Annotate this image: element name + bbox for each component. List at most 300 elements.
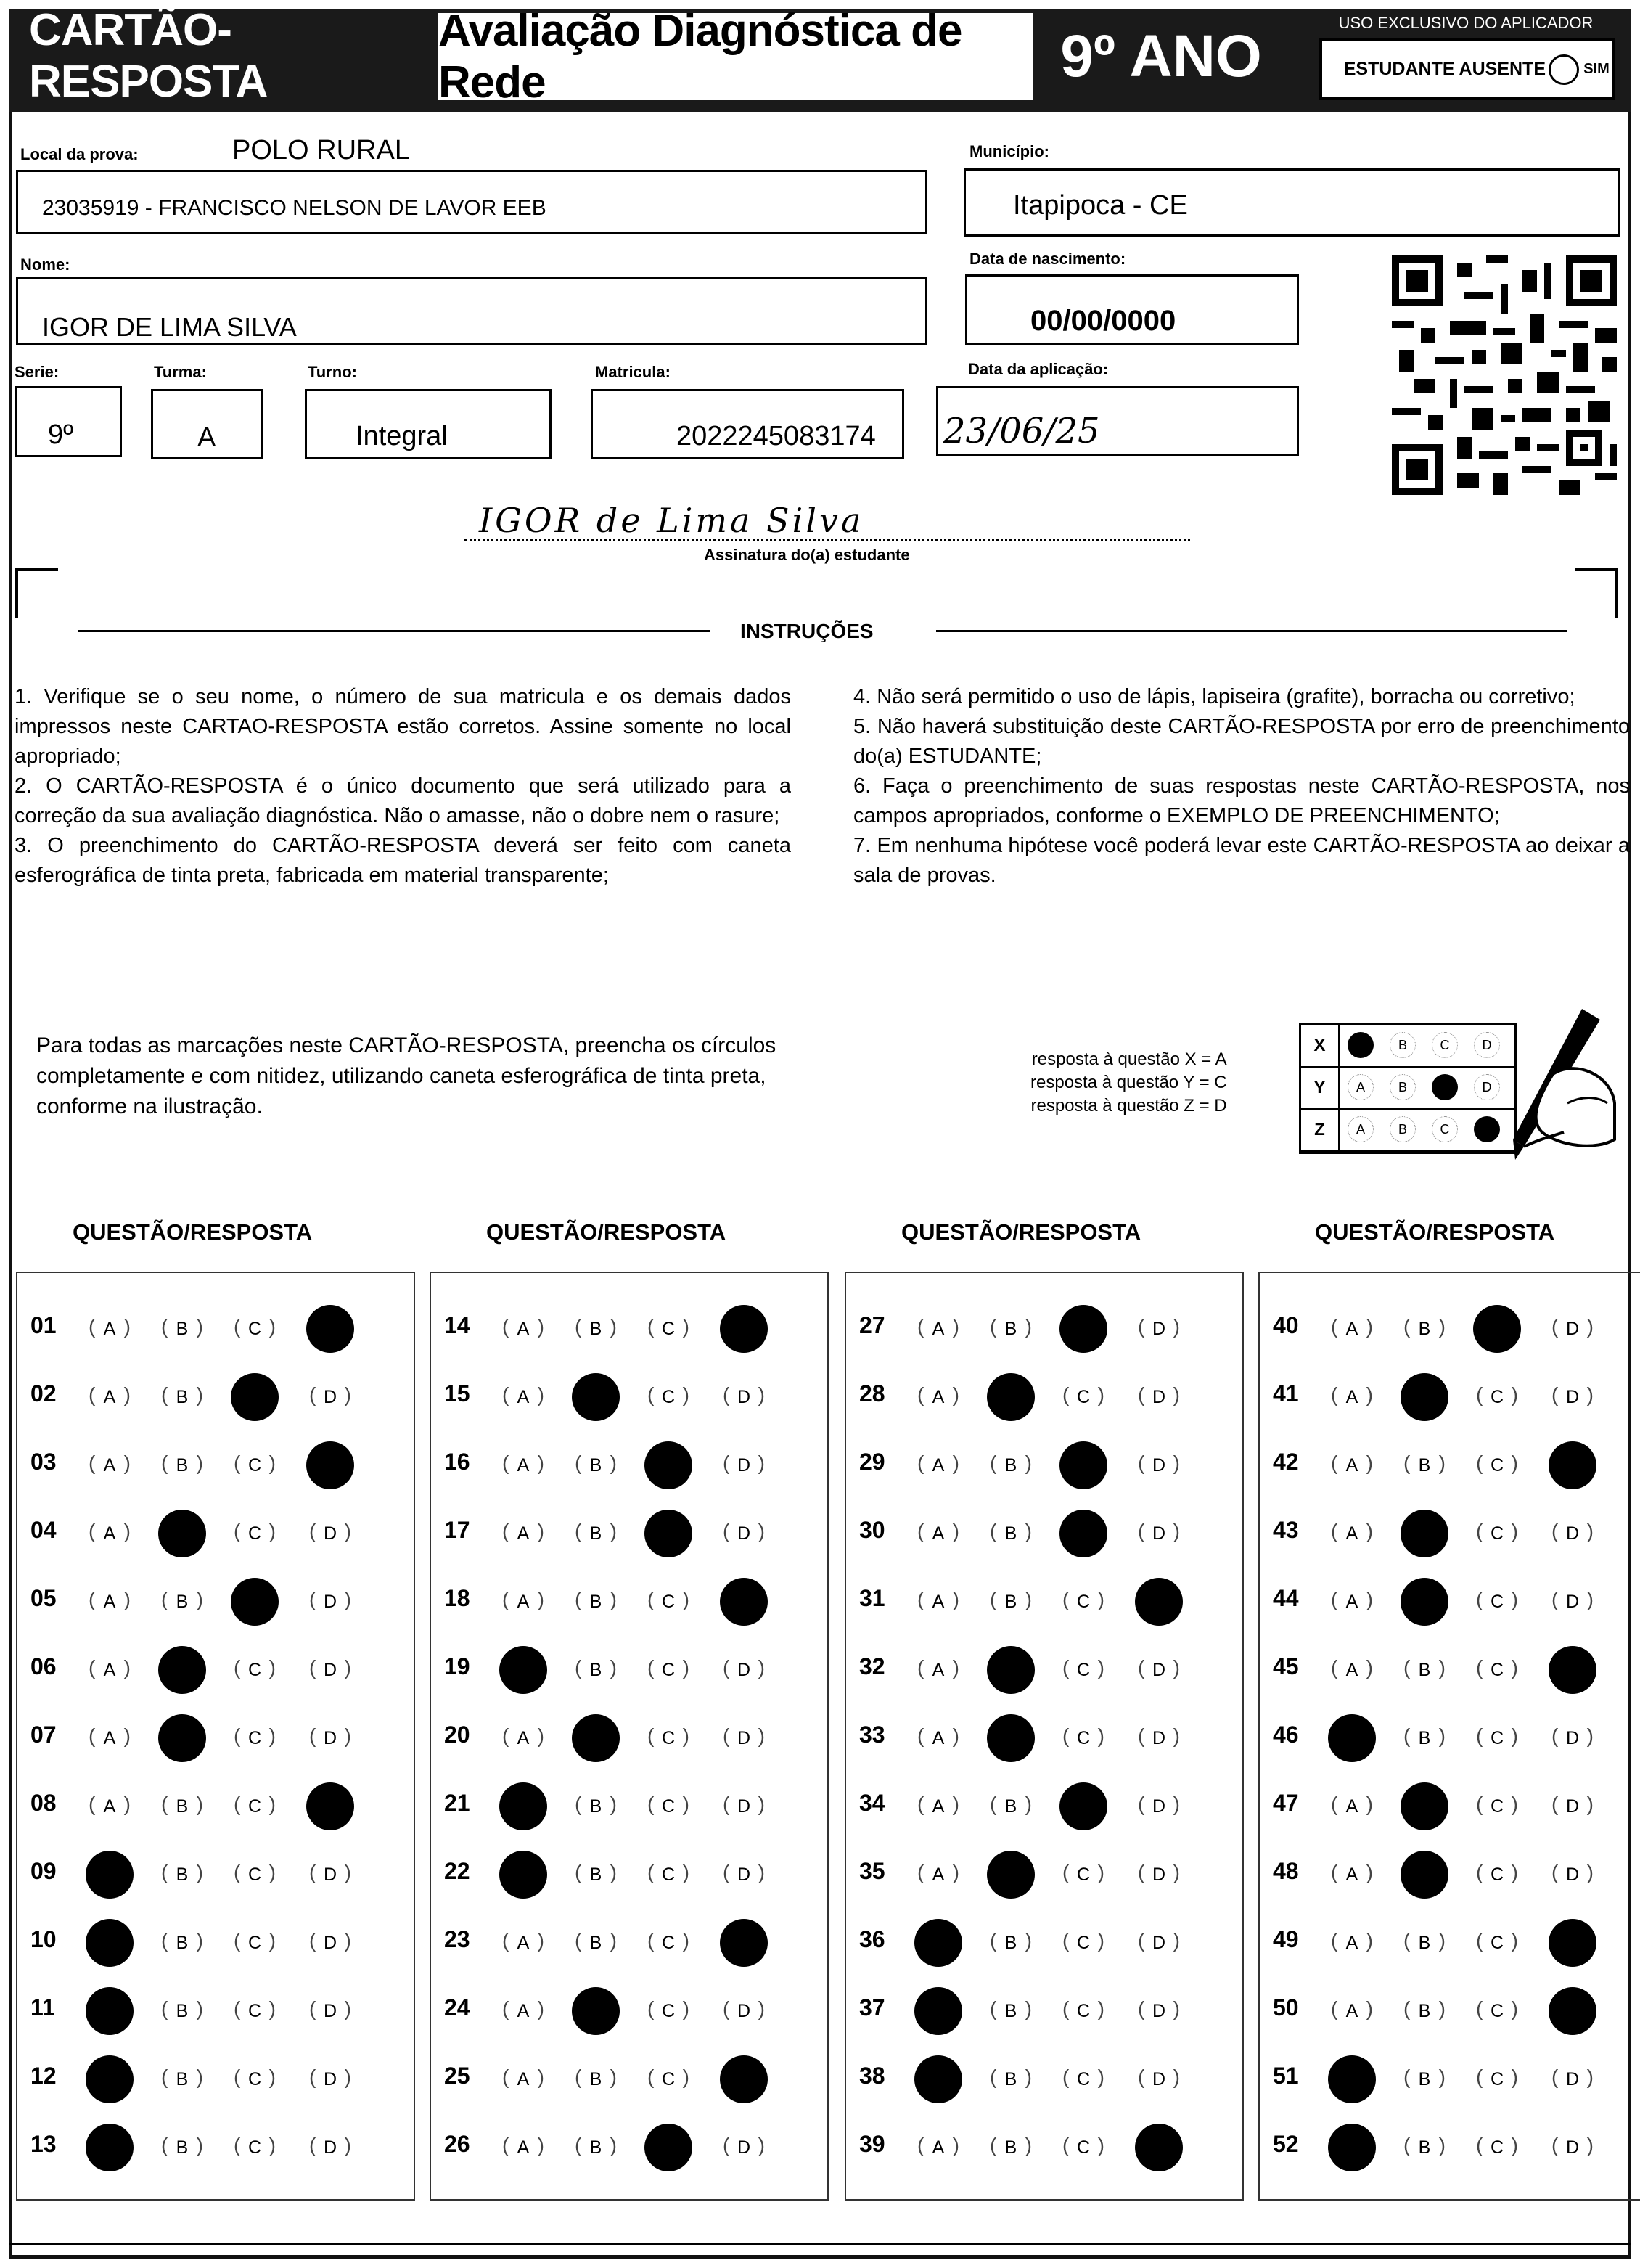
answer-bubble-c[interactable]: ( C ) [649, 1991, 688, 2031]
answer-bubble-a[interactable]: ( A ) [90, 1377, 129, 1417]
answer-bubble-d[interactable]: ( D ) [1139, 1377, 1178, 1417]
answer-bubble-d[interactable]: ( D ) [1553, 2128, 1592, 2167]
answer-bubble-a[interactable]: ( A ) [1332, 1377, 1372, 1417]
answer-bubble-c[interactable]: ( C ) [1477, 1991, 1517, 2031]
answer-bubble-a[interactable] [914, 1987, 962, 2035]
answer-bubble-d[interactable]: ( D ) [724, 1377, 763, 1417]
answer-bubble-b[interactable]: ( B ) [576, 1650, 615, 1690]
answer-bubble-b[interactable]: ( B ) [1405, 1991, 1444, 2031]
answer-bubble-c[interactable]: ( C ) [649, 1582, 688, 1621]
answer-bubble-a[interactable] [1328, 2055, 1376, 2103]
answer-bubble-b[interactable]: ( B ) [1405, 1719, 1444, 1758]
answer-bubble-b[interactable]: ( B ) [991, 2128, 1030, 2167]
answer-bubble-c[interactable]: ( C ) [1064, 1582, 1103, 1621]
answer-bubble-c[interactable] [231, 1373, 279, 1421]
question-row [17, 1363, 414, 1430]
municipio-value: Itapipoca - CE [1013, 190, 1188, 221]
answer-bubble-c[interactable]: ( C ) [649, 2060, 688, 2099]
answer-bubble-c[interactable]: ( C ) [1477, 1377, 1517, 1417]
question-number: 49 [1273, 1926, 1299, 1952]
question-number: 44 [1273, 1585, 1299, 1611]
answer-bubble-a[interactable]: ( A ) [504, 1514, 543, 1553]
answer-bubble-d[interactable]: ( D ) [311, 2060, 350, 2099]
answer-bubble-a[interactable]: ( A ) [919, 1855, 958, 1894]
question-number: 04 [30, 1517, 57, 1543]
question-row [431, 1841, 827, 1907]
answer-bubble-b[interactable] [1401, 1782, 1448, 1830]
answer-bubble-c[interactable] [644, 1441, 692, 1489]
question-number: 14 [444, 1312, 470, 1338]
answer-bubble-d[interactable]: ( D ) [724, 1719, 763, 1758]
answer-bubble-c[interactable]: ( C ) [1477, 2060, 1517, 2099]
answer-bubble-c[interactable]: ( C ) [235, 1855, 274, 1894]
answer-bubble-b[interactable] [572, 1714, 620, 1762]
answer-bubble-b[interactable] [987, 1714, 1035, 1762]
answer-bubble-c[interactable]: ( C ) [1477, 1514, 1517, 1553]
answer-bubble-d[interactable] [720, 2055, 768, 2103]
question-number: 34 [859, 1790, 885, 1816]
answer-bubble-d[interactable]: ( D ) [724, 1991, 763, 2031]
answer-bubble-a[interactable]: ( A ) [504, 1991, 543, 2031]
instructions-left [15, 682, 791, 891]
answer-bubble-c[interactable]: ( C ) [235, 1787, 274, 1826]
answer-bubble-a[interactable] [499, 1782, 547, 1830]
answer-bubble-a[interactable]: ( A ) [504, 1582, 543, 1621]
answer-bubble-a[interactable]: ( A ) [1332, 1650, 1372, 1690]
answer-bubble-a[interactable]: ( A ) [504, 1309, 543, 1348]
question-row [431, 1704, 827, 1771]
example-bubble: C [1432, 1032, 1458, 1058]
answer-bubble-c[interactable]: ( C ) [649, 1719, 688, 1758]
question-number: 35 [859, 1858, 885, 1884]
answer-bubble-d[interactable]: ( D ) [311, 1719, 350, 1758]
answer-bubble-d[interactable]: ( D ) [1553, 1309, 1592, 1348]
answer-bubble-c[interactable]: ( C ) [235, 1446, 274, 1485]
answer-bubble-c[interactable]: ( C ) [235, 1991, 274, 2031]
answer-bubble-c[interactable]: ( C ) [1477, 1582, 1517, 1621]
answer-bubble-b[interactable]: ( B ) [163, 1855, 202, 1894]
answer-bubble-c[interactable]: ( C ) [649, 1923, 688, 1962]
answer-bubble-c[interactable]: ( C ) [1064, 1855, 1103, 1894]
example-bubble: D [1474, 1074, 1500, 1100]
answer-bubble-d[interactable]: ( D ) [1139, 1923, 1178, 1962]
answer-bubble-a[interactable]: ( A ) [504, 2060, 543, 2099]
answer-bubble-a[interactable] [86, 2055, 134, 2103]
answer-bubble-b[interactable]: ( B ) [163, 1923, 202, 1962]
answer-bubble-b[interactable]: ( B ) [576, 1446, 615, 1485]
answer-bubble-d[interactable] [1135, 2124, 1183, 2171]
answer-bubble-a[interactable] [1328, 1714, 1376, 1762]
bottom-rule [9, 2243, 1631, 2259]
question-number: 19 [444, 1653, 470, 1679]
answer-bubble-b[interactable]: ( B ) [991, 1787, 1030, 1826]
nome-value: IGOR DE LIMA SILVA [42, 312, 297, 342]
question-number: 21 [444, 1790, 470, 1816]
answer-bubble-c[interactable]: ( C ) [235, 1514, 274, 1553]
question-number: 38 [859, 2063, 885, 2089]
answer-bubble-b[interactable]: ( B ) [576, 1923, 615, 1962]
answer-bubble-d[interactable]: ( D ) [1139, 1446, 1178, 1485]
answer-bubble-c[interactable]: ( C ) [235, 1309, 274, 1348]
answer-bubble-b[interactable]: ( B ) [576, 2128, 615, 2167]
answer-bubble-a[interactable]: ( A ) [1332, 1582, 1372, 1621]
answer-bubble-c[interactable]: ( C ) [1477, 2128, 1517, 2167]
qr-code [1392, 255, 1617, 495]
answer-bubble-d[interactable]: ( D ) [1553, 1514, 1592, 1553]
answer-bubble-a[interactable]: ( A ) [919, 2128, 958, 2167]
question-number: 02 [30, 1380, 57, 1407]
question-number: 08 [30, 1790, 57, 1816]
answer-bubble-c[interactable]: ( C ) [649, 1377, 688, 1417]
question-number: 28 [859, 1380, 885, 1407]
matricula-value: 2022245083174 [676, 421, 876, 451]
question-row [846, 1295, 1242, 1362]
nascimento-label: Data de nascimento: [969, 250, 1126, 268]
answer-bubble-c[interactable]: ( C ) [1064, 2060, 1103, 2099]
answer-bubble-a[interactable]: ( A ) [919, 1787, 958, 1826]
answer-bubble-d[interactable] [1135, 1578, 1183, 1626]
question-number: 09 [30, 1858, 57, 1884]
answer-bubble-b[interactable] [1401, 1578, 1448, 1626]
answer-bubble-d[interactable]: ( D ) [1139, 1514, 1178, 1553]
answer-bubble-d[interactable]: ( D ) [1139, 1309, 1178, 1348]
serie-value: 9º [48, 419, 74, 450]
answer-bubble-b[interactable]: ( B ) [991, 1991, 1030, 2031]
example-bubble: B [1390, 1074, 1416, 1100]
answer-bubble-b[interactable]: ( B ) [163, 1446, 202, 1485]
answer-bubble-c[interactable] [1059, 1441, 1107, 1489]
answer-bubble-a[interactable] [914, 1919, 962, 1967]
corner-mark-left [15, 568, 58, 618]
question-number: 20 [444, 1722, 470, 1748]
question-row [431, 1977, 827, 2044]
answer-bubble-c[interactable]: ( C ) [1477, 1719, 1517, 1758]
answer-bubble-a[interactable] [499, 1851, 547, 1899]
answer-bubble-a[interactable]: ( A ) [90, 1514, 129, 1553]
student-signature: IGOR de Lima Silva [479, 501, 864, 540]
example-question-label: Z [1301, 1110, 1340, 1150]
answer-bubble-c[interactable] [1059, 1510, 1107, 1557]
answer-bubble-d[interactable]: ( D ) [1553, 1787, 1592, 1826]
absent-yes-label: SIM [1583, 60, 1610, 77]
answer-bubble-b[interactable]: ( B ) [163, 1991, 202, 2031]
example-line-y: resposta à questão Y = C [1030, 1073, 1227, 1092]
answer-bubble-a[interactable]: ( A ) [919, 1514, 958, 1553]
answer-bubble-b[interactable] [158, 1714, 206, 1762]
answer-bubble-b[interactable]: ( B ) [1405, 2060, 1444, 2099]
question-number: 46 [1273, 1722, 1299, 1748]
answer-bubble-b[interactable]: ( B ) [163, 2128, 202, 2167]
answer-bubble-d[interactable] [720, 1305, 768, 1353]
answer-bubble-b[interactable]: ( B ) [991, 2060, 1030, 2099]
answer-bubble-a[interactable]: ( A ) [504, 1446, 543, 1485]
answer-bubble-c[interactable]: ( C ) [1064, 1650, 1103, 1690]
answer-bubble-b[interactable]: ( B ) [163, 1377, 202, 1417]
answer-bubble-a[interactable]: ( A ) [90, 1650, 129, 1690]
question-row [1260, 1977, 1640, 2044]
question-row [846, 1841, 1242, 1907]
absent-label: ESTUDANTE AUSENTE [1343, 58, 1546, 79]
instruction-2: 2. O CARTÃO-RESPOSTA é o único documento que será utilizado para a correção da sua avaliação diagnóstica. Não o amasse, não o dobre nem o rasure; [15, 774, 791, 827]
question-row [1260, 1499, 1640, 1566]
answer-bubble-a[interactable]: ( A ) [504, 1719, 543, 1758]
answer-bubble-d[interactable]: ( D ) [311, 1923, 350, 1962]
answer-bubble-a[interactable] [86, 1919, 134, 1967]
question-row [17, 1977, 414, 2044]
example-legend [1030, 1048, 1227, 1118]
answer-bubble-b[interactable]: ( B ) [991, 1309, 1030, 1348]
answer-bubble-c[interactable] [1059, 1305, 1107, 1353]
answer-bubble-a[interactable]: ( A ) [90, 1309, 129, 1348]
answer-bubble-c[interactable]: ( C ) [1064, 1991, 1103, 2031]
question-row [17, 1499, 414, 1566]
column-title: QUESTÃO/RESPOSTA [901, 1219, 1141, 1245]
answer-bubble-d[interactable] [306, 1305, 354, 1353]
answer-bubble-a[interactable]: ( A ) [90, 1719, 129, 1758]
answer-bubble-b[interactable] [158, 1646, 206, 1694]
answer-bubble-a[interactable]: ( A ) [919, 1582, 958, 1621]
answer-bubble-a[interactable]: ( A ) [1332, 1787, 1372, 1826]
answer-bubble-d[interactable] [1549, 1919, 1596, 1967]
answer-bubble-b[interactable]: ( B ) [576, 1855, 615, 1894]
answer-bubble-c[interactable] [231, 1578, 279, 1626]
answer-bubble-c[interactable] [644, 1510, 692, 1557]
answer-bubble-b[interactable]: ( B ) [991, 1446, 1030, 1485]
applicator-only-label: USO EXCLUSIVO DO APLICADOR [1338, 14, 1594, 32]
answer-bubble-b[interactable]: ( B ) [1405, 2128, 1444, 2167]
answer-bubble-a[interactable] [86, 1851, 134, 1899]
example-bubble: C [1432, 1116, 1458, 1142]
question-number: 36 [859, 1926, 885, 1952]
answer-bubble-b[interactable] [572, 1373, 620, 1421]
answer-bubble-a[interactable]: ( A ) [919, 1446, 958, 1485]
answer-bubble-b[interactable]: ( B ) [163, 1787, 202, 1826]
answer-bubble-c[interactable]: ( C ) [1477, 1650, 1517, 1690]
answer-bubble-b[interactable]: ( B ) [576, 1582, 615, 1621]
question-number: 07 [30, 1722, 57, 1748]
answer-bubble-c[interactable]: ( C ) [649, 1855, 688, 1894]
question-row [431, 1636, 827, 1703]
absent-bubble[interactable] [1549, 54, 1579, 85]
answer-bubble-d[interactable]: ( D ) [724, 2128, 763, 2167]
question-row [1260, 1295, 1640, 1362]
answer-bubble-d[interactable]: ( D ) [311, 2128, 350, 2167]
answer-bubble-a[interactable]: ( A ) [919, 1650, 958, 1690]
answer-bubble-d[interactable]: ( D ) [1553, 2060, 1592, 2099]
question-row [431, 2045, 827, 2112]
question-number: 16 [444, 1449, 470, 1475]
answer-bubble-d[interactable]: ( D ) [311, 1582, 350, 1621]
answer-bubble-a[interactable]: ( A ) [1332, 1514, 1372, 1553]
answer-bubble-d[interactable]: ( D ) [1139, 1787, 1178, 1826]
answer-bubble-d[interactable] [1549, 1646, 1596, 1694]
answer-bubble-d[interactable]: ( D ) [1139, 1719, 1178, 1758]
local-label: Local da prova: [20, 145, 139, 163]
question-row [17, 1431, 414, 1498]
answer-bubble-b[interactable]: ( B ) [1405, 1309, 1444, 1348]
example-line-x: resposta à questão X = A [1031, 1049, 1227, 1069]
answer-bubble-b[interactable]: ( B ) [1405, 1446, 1444, 1485]
answer-bubble-d[interactable]: ( D ) [311, 1377, 350, 1417]
answer-bubble-c[interactable]: ( C ) [1477, 1787, 1517, 1826]
question-row [1260, 1568, 1640, 1634]
answer-bubble-d[interactable]: ( D ) [311, 1855, 350, 1894]
answer-bubble-b[interactable]: ( B ) [1405, 1650, 1444, 1690]
answer-bubble-d[interactable]: ( D ) [724, 1650, 763, 1690]
answer-bubble-c[interactable]: ( C ) [649, 1650, 688, 1690]
answer-bubble-b[interactable] [158, 1510, 206, 1557]
answer-bubble-b[interactable] [572, 1987, 620, 2035]
answer-bubble-d[interactable]: ( D ) [1139, 2060, 1178, 2099]
answer-bubble-d[interactable]: ( D ) [1139, 1650, 1178, 1690]
answer-bubble-b[interactable]: ( B ) [163, 1309, 202, 1348]
instructions-rule-left [78, 630, 710, 632]
answer-bubble-c[interactable] [644, 2124, 692, 2171]
answer-bubble-a[interactable]: ( A ) [1332, 1309, 1372, 1348]
answer-bubble-d[interactable] [1549, 1441, 1596, 1489]
answer-bubble-c[interactable] [1473, 1305, 1521, 1353]
question-row [846, 1977, 1242, 2044]
answer-bubble-c[interactable]: ( C ) [235, 1719, 274, 1758]
answer-bubble-b[interactable]: ( B ) [991, 1582, 1030, 1621]
answer-bubble-d[interactable]: ( D ) [1553, 1377, 1592, 1417]
question-row [17, 1568, 414, 1634]
answer-bubble-c[interactable]: ( C ) [649, 1309, 688, 1348]
question-number: 27 [859, 1312, 885, 1338]
answer-bubble-a[interactable] [499, 1646, 547, 1694]
question-number: 29 [859, 1449, 885, 1475]
answer-bubble-a[interactable] [914, 2055, 962, 2103]
answer-bubble-d[interactable] [306, 1441, 354, 1489]
example-question-label: Y [1301, 1068, 1340, 1108]
answer-bubble-b[interactable] [1401, 1373, 1448, 1421]
answer-bubble-b[interactable]: ( B ) [991, 1514, 1030, 1553]
answer-bubble-c[interactable]: ( C ) [1477, 1923, 1517, 1962]
answer-bubble-a[interactable]: ( A ) [919, 1719, 958, 1758]
instruction-4: 4. Não será permitido o uso de lápis, lapiseira (grafite), borracha ou corretivo; [853, 685, 1575, 708]
question-number: 11 [30, 1994, 55, 2021]
answer-bubble-c[interactable]: ( C ) [235, 2128, 274, 2167]
answer-bubble-d[interactable]: ( D ) [724, 1787, 763, 1826]
answer-bubble-a[interactable] [86, 2124, 134, 2171]
example-line-z: resposta à questão Z = D [1030, 1096, 1227, 1115]
answer-bubble-d[interactable]: ( D ) [311, 1514, 350, 1553]
answer-bubble-d[interactable]: ( D ) [311, 1650, 350, 1690]
answer-bubble-d[interactable] [720, 1578, 768, 1626]
answer-bubble-a[interactable]: ( A ) [90, 1582, 129, 1621]
answer-bubble-d[interactable]: ( D ) [724, 1514, 763, 1553]
answer-bubble-a[interactable]: ( A ) [504, 2128, 543, 2167]
question-number: 43 [1273, 1517, 1299, 1543]
answer-bubble-d[interactable]: ( D ) [1553, 1582, 1592, 1621]
answer-bubble-d[interactable] [720, 1919, 768, 1967]
answer-bubble-d[interactable]: ( D ) [1139, 1991, 1178, 2031]
answer-bubble-b[interactable]: ( B ) [991, 1923, 1030, 1962]
answer-bubble-a[interactable]: ( A ) [90, 1446, 129, 1485]
question-row [17, 1295, 414, 1362]
answer-bubble-c[interactable]: ( C ) [1064, 1923, 1103, 1962]
answer-bubble-d[interactable]: ( D ) [1139, 1855, 1178, 1894]
answer-bubble-c[interactable]: ( C ) [1477, 1855, 1517, 1894]
answer-bubble-b[interactable]: ( B ) [576, 1787, 615, 1826]
answer-bubble-b[interactable]: ( B ) [576, 2060, 615, 2099]
answer-bubble-c[interactable]: ( C ) [649, 1787, 688, 1826]
answer-bubble-b[interactable]: ( B ) [163, 1582, 202, 1621]
answer-bubble-c[interactable]: ( C ) [1477, 1446, 1517, 1485]
answer-bubble-d[interactable]: ( D ) [724, 1446, 763, 1485]
question-row [846, 2045, 1242, 2112]
answer-bubble-a[interactable]: ( A ) [1332, 1855, 1372, 1894]
answer-bubble-a[interactable] [1328, 2124, 1376, 2171]
question-row [17, 2045, 414, 2112]
question-row [846, 1636, 1242, 1703]
card-title: CARTÃO-RESPOSTA [29, 5, 268, 107]
answer-bubble-d[interactable] [306, 1782, 354, 1830]
answer-bubble-b[interactable]: ( B ) [576, 1514, 615, 1553]
answer-bubble-a[interactable]: ( A ) [919, 1309, 958, 1348]
answer-bubble-c[interactable]: ( C ) [235, 2060, 274, 2099]
answer-bubble-c[interactable]: ( C ) [1064, 2128, 1103, 2167]
question-number: 40 [1273, 1312, 1299, 1338]
question-row [431, 1499, 827, 1566]
answer-bubble-d[interactable]: ( D ) [724, 1855, 763, 1894]
instructions-title: INSTRUÇÕES [740, 620, 874, 642]
answer-bubble-b[interactable]: ( B ) [163, 2060, 202, 2099]
answer-bubble-d[interactable]: ( D ) [311, 1991, 350, 2031]
instruction-3: 3. O preenchimento do CARTÃO-RESPOSTA deverá ser feito com caneta esferográfica de tinta preta, fabricada em material transparente; [15, 834, 791, 887]
question-row [846, 1363, 1242, 1430]
answer-bubble-b[interactable]: ( B ) [1405, 1923, 1444, 1962]
answer-bubble-b[interactable] [1401, 1510, 1448, 1557]
answer-bubble-c[interactable]: ( C ) [235, 1650, 274, 1690]
answer-bubble-c[interactable] [1059, 1782, 1107, 1830]
question-number: 33 [859, 1722, 885, 1748]
instruction-5: 5. Não haverá substituição deste CARTÃO-RESPOSTA por erro de preenchimento do(a) ESTUDANTE; [853, 715, 1630, 768]
example-bubble: A [1348, 1074, 1374, 1100]
answer-bubble-d[interactable]: ( D ) [1553, 1719, 1592, 1758]
answer-bubble-b[interactable] [987, 1851, 1035, 1899]
answer-bubble-b[interactable] [1401, 1851, 1448, 1899]
answer-bubble-c[interactable]: ( C ) [235, 1923, 274, 1962]
answer-bubble-d[interactable]: ( D ) [1553, 1855, 1592, 1894]
answer-bubble-d[interactable] [1549, 1987, 1596, 2035]
answer-bubble-c[interactable]: ( C ) [1064, 1377, 1103, 1417]
answer-bubble-a[interactable]: ( A ) [504, 1377, 543, 1417]
signature-label: Assinatura do(a) estudante [704, 546, 910, 564]
question-number: 45 [1273, 1653, 1299, 1679]
answer-bubble-a[interactable]: ( A ) [1332, 1923, 1372, 1962]
answer-bubble-a[interactable]: ( A ) [90, 1787, 129, 1826]
answer-bubble-b[interactable] [987, 1646, 1035, 1694]
answer-bubble-a[interactable]: ( A ) [504, 1923, 543, 1962]
answer-bubble-c[interactable]: ( C ) [1064, 1719, 1103, 1758]
answer-bubble-b[interactable]: ( B ) [576, 1309, 615, 1348]
question-row [431, 1363, 827, 1430]
answer-bubble-a[interactable]: ( A ) [1332, 1446, 1372, 1485]
question-number: 39 [859, 2131, 885, 2157]
answer-bubble-a[interactable] [86, 1987, 134, 2035]
question-row [17, 1772, 414, 1839]
question-number: 30 [859, 1517, 885, 1543]
column-title: QUESTÃO/RESPOSTA [1315, 1219, 1555, 1245]
answer-bubble-a[interactable]: ( A ) [1332, 1991, 1372, 2031]
answer-bubble-b[interactable] [987, 1373, 1035, 1421]
question-number: 01 [30, 1312, 57, 1338]
question-row [1260, 1363, 1640, 1430]
answer-bubble-a[interactable]: ( A ) [919, 1377, 958, 1417]
question-row [1260, 2113, 1640, 2180]
question-number: 51 [1273, 2063, 1299, 2089]
